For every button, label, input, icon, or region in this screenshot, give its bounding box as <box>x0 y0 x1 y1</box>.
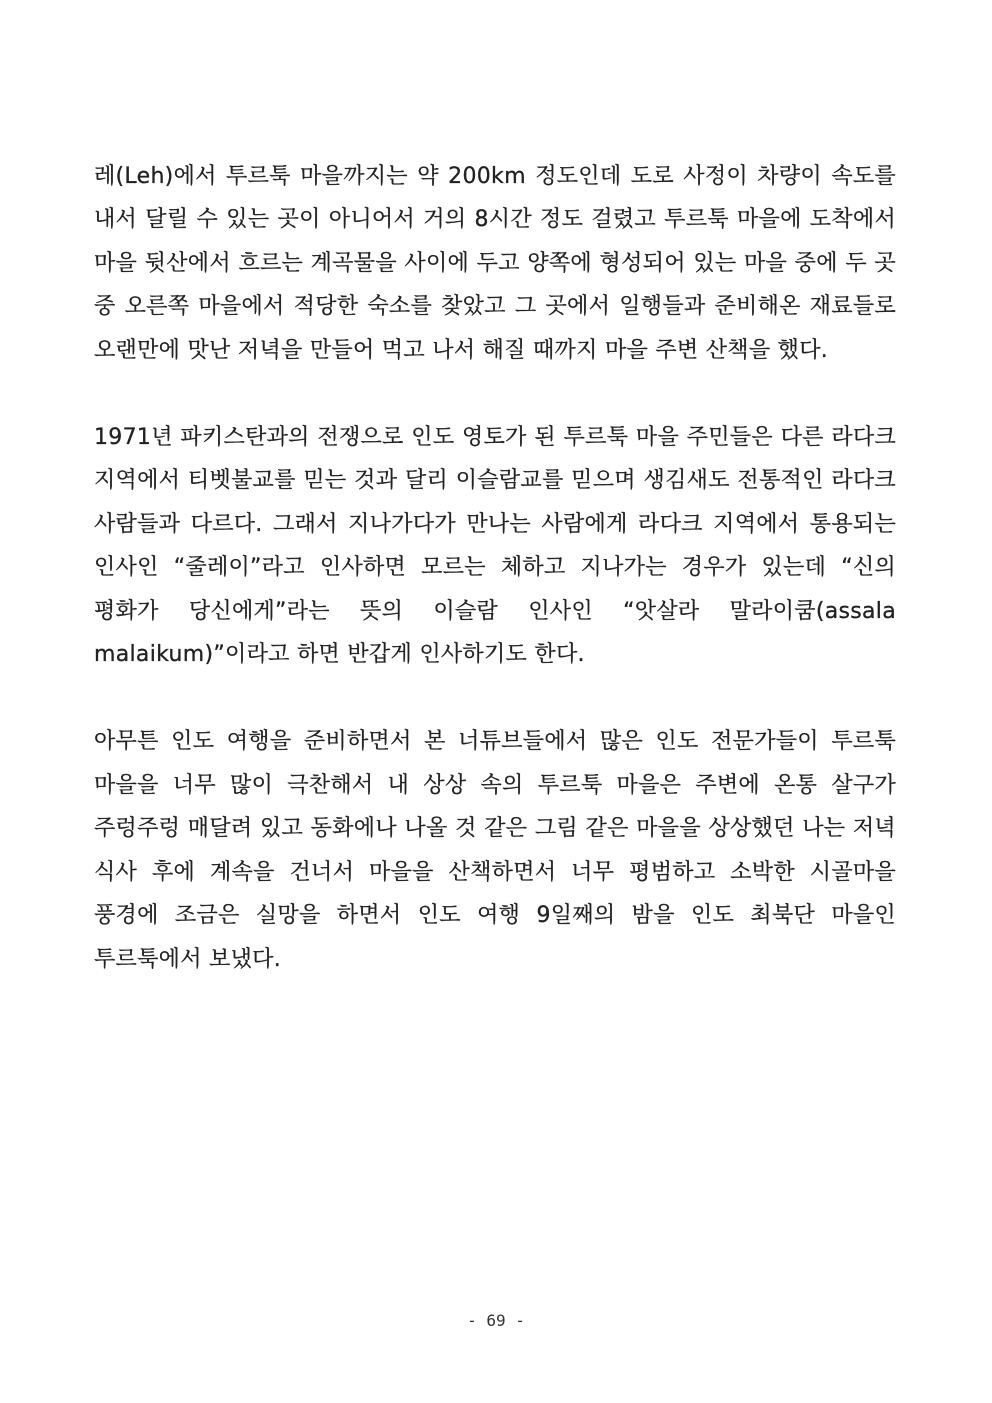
body-text <box>94 155 896 1025</box>
paragraph-1: 레(Leh)에서 투르툭 마을까지는 약 200km 정도인데 도로 사정이 차량이 속도를 내서 달릴 수 있는 곳이 아니어서 거의 8시간 정도 걸렸고 투르툭 마을에 도착에서 마을 뒷산에서 흐르는 계곡물을 사이에 두고 양쪽에 형성되어 있는 마을 중에 두 곳 중 오른쪽 마을에서 적당한 숙소를 찾았고 그 곳에서 일행들과 준비해온 재료들로 오랜만에 맛난 저녁을 만들어 먹고 나서 해질 때까지 마을 주변 산책을 했다. <box>94 164 896 363</box>
paragraph-2: 1971년 파키스탄과의 전쟁으로 인도 영토가 된 투르툭 마을 주민들은 다른 라다크 지역에서 티벳불교를 믿는 것과 달리 이슬람교를 믿으며 생김새도 전통적인 라다크 사람들과 다르다. 그래서 지나가다가 만나는 사람에게 라다크 지역에서 통용되는 인사인 “줄레이”라고 인사하면 모르는 체하고 지나가는 경우가 있는데 “신의 평화가 당신에게”라는 뜻의 이슬람 인사인 “앗살라 말라이쿰(assala malaikum)”이라고 하면 반갑게 인사하기도 한다. <box>94 425 896 668</box>
page-number: - 69 - <box>467 1311 525 1330</box>
paragraph-3: 아무튼 인도 여행을 준비하면서 본 너튜브들에서 많은 인도 전문가들이 투르툭 마을을 너무 많이 극찬해서 내 상상 속의 투르툭 마을은 주변에 온통 살구가 주렁주렁 매달려 있고 동화에나 나올 것 같은 그림 같은 마을을 상상했던 나는 저녁 식사 후에 계속을 건너서 마을을 산책하면서 너무 평범하고 소박한 시골마을 풍경에 조금은 실망을 하면서 인도 여행 9일째의 밤을 인도 최북단 마을인 투르툭에서 보냈다. <box>94 729 896 972</box>
